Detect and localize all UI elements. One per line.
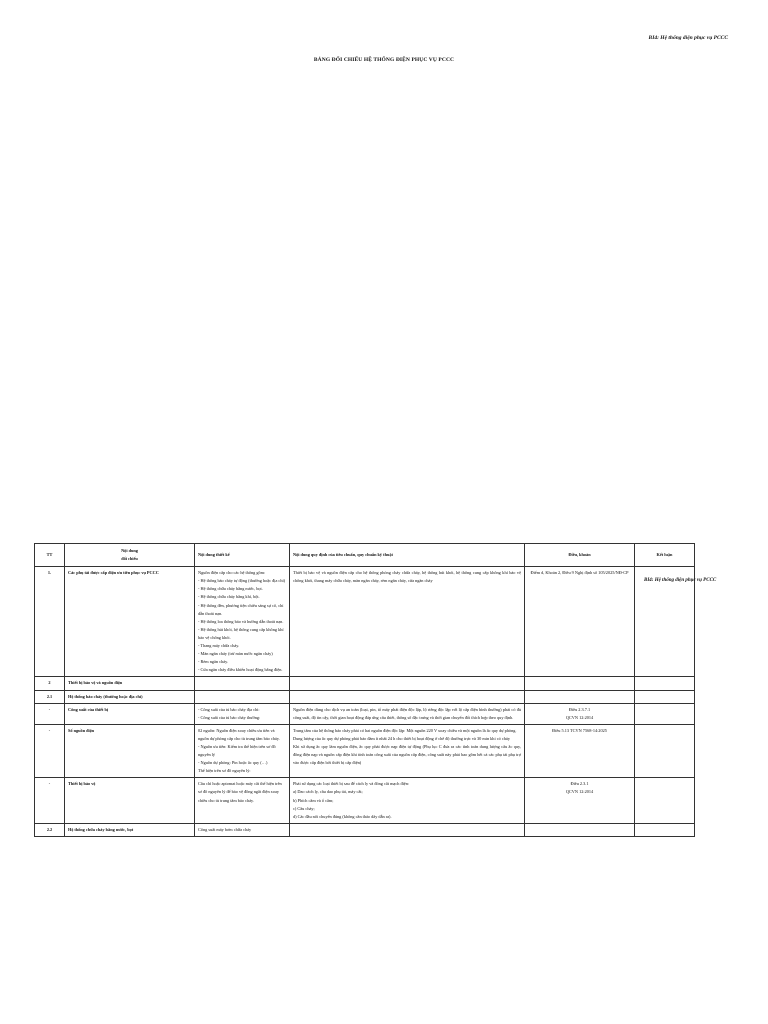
side-note: BI4: Hệ thống điện phục vụ PCCC [644, 578, 717, 583]
cell-content: Các phụ tải được cấp điện ưu tiên phục vụ PCCC [65, 567, 195, 677]
cell-clause [525, 778, 635, 823]
cell-conclusion [635, 703, 695, 724]
cell-regulation-line: Nguồn điện dùng cho dịch vụ an toàn (loại, pin, tổ máy phát điện độc lập, lộ riêng độc lập với lộ cấp điện bình thường) phải có đủ công suất, độ tin cậy, thời gian hoạt động đáp ứng cấu thiết, thông số đặc trưng và thời gian chuyển đổi thích hợp theo quy định. [293, 706, 521, 720]
cell-regulation-line: Phải sử dụng các loại thiết bị sau để cách ly và đóng cắt mạch điện: [293, 781, 410, 787]
cell-regulation-line: Thiết bị bảo vệ và nguồn điện cấp cho hệ thống phòng cháy chữa cháy, hệ thống hút khói, hệ thống cung cấp không khí bảo vệ chống khói, thang máy chữa cháy, màn ngăn cháy, rèm ngăn cháy, cửa ngăn cháy [293, 570, 521, 584]
cell-design-line: - Hệ thống hút khói, hệ thống cung cấp không khí bảo vệ chống khói. [198, 626, 284, 640]
comparison-table [34, 543, 695, 837]
cell-conclusion [635, 567, 695, 677]
cell-content: Thiết bị bảo vệ và nguồn điện [65, 677, 195, 690]
cell-clause [525, 567, 635, 677]
cell-design-line: - Rèm ngăn cháy. [198, 659, 229, 665]
cell-content: Hệ thống báo cháy (thường hoặc địa chỉ) [65, 690, 195, 703]
cell-clause [525, 724, 635, 778]
cell-regulation [290, 690, 525, 703]
cell-tt: - [35, 703, 65, 724]
document-title: BẢNG ĐỐI CHIẾU HỆ THỐNG ĐIỆN PHỤC VỤ PCCC [313, 57, 455, 63]
cell-design-line: - Hệ thống báo cháy tự động (thường hoặc địa chỉ) [198, 578, 286, 584]
cell-clause-line: QCVN 12:2014 [565, 789, 594, 795]
cell-regulation [290, 703, 525, 724]
cell-conclusion [635, 724, 695, 778]
cell-design [195, 703, 290, 724]
comparison-table-wrapper [34, 543, 694, 837]
cell-regulation-line: b) Phích cắm và ổ cắm; [293, 797, 334, 803]
cell-design-line: - Công suất của tủ báo cháy thường: [198, 714, 261, 720]
cell-conclusion [635, 823, 695, 836]
cell-tt: 2.2 [35, 823, 65, 836]
table-row [35, 690, 695, 703]
cell-content: Công suất của thiết bị [65, 703, 195, 724]
col-header-design: Nội dung thiết kế [195, 544, 290, 567]
cell-regulation [290, 567, 525, 677]
cell-design-line: - Nguồn dự phòng: Pin hoặc ắc quy (…) [198, 760, 268, 766]
cell-clause [525, 703, 635, 724]
cell-regulation [290, 724, 525, 778]
cell-design-line: - Công suất của tủ báo cháy địa chỉ: [198, 706, 260, 712]
cell-design-line: Cầu chì hoặc aptomat hoặc máy cắt thể hiện trên sơ đồ nguyên lý để bảo vệ đồng ngắt điện xoay chiều cho tủ trung tâm báo cháy. [198, 781, 282, 803]
cell-conclusion [635, 677, 695, 690]
col-header-regulation: Nội dung quy định của tiêu chuẩn, quy chuẩn kỹ thuật [290, 544, 525, 567]
cell-regulation-line: Trung tâm của hệ thống báo cháy phải có hai nguồn điện độc lập: Một nguồn 220 V xoay chiều và một nguồn là ắc quy dự phòng. [293, 727, 517, 733]
cell-clause-line: Điều 5.13 TCVN 7568-14:2025 [552, 727, 607, 733]
cell-design-line: - Màn ngăn cháy (trừ màn nước ngăn cháy) [198, 651, 273, 657]
table-row [35, 567, 695, 677]
cell-content: Hệ thống chữa cháy bằng nước, bọt [65, 823, 195, 836]
running-header: BI4: Hệ thống điện phục vụ PCCC [648, 35, 728, 41]
cell-design-line: Nguồn điện cấp cho các hệ thống gồm: [198, 570, 266, 576]
cell-regulation-line: a) Dao cách ly, cầu dao phụ tải, máy cắt; [293, 789, 363, 795]
cell-design-line: - Thang máy chữa cháy. [198, 643, 240, 649]
table-row [35, 823, 695, 836]
cell-regulation [290, 823, 525, 836]
table-body [35, 567, 695, 837]
cell-design-line: - Hệ thống chữa cháy bằng khí, bột. [198, 594, 260, 600]
cell-tt: - [35, 724, 65, 778]
table-row [35, 677, 695, 690]
cell-tt: 2.1 [35, 690, 65, 703]
cell-tt: - [35, 778, 65, 823]
cell-clause-line: Điểm d, Khoản 2, Điều 9 Nghị định số 105/2025/NĐ-CP [530, 570, 629, 576]
cell-tt: 1. [35, 567, 65, 677]
cell-clause [525, 690, 635, 703]
cell-design [195, 724, 290, 778]
table-row [35, 724, 695, 778]
col-header-content [65, 544, 195, 567]
cell-regulation [290, 778, 525, 823]
cell-content: Số nguồn điện [65, 724, 195, 778]
col-header-conclusion: Kết luận [635, 544, 695, 567]
cell-design [195, 823, 290, 836]
cell-design-line: Công suất máy bơm chữa cháy [198, 826, 252, 832]
cell-regulation [290, 677, 525, 690]
cell-regulation-line: c) Cầu chảy; [293, 805, 315, 811]
col-header-content-line2: đối chiếu [121, 556, 138, 562]
col-header-content-line1: Nội dung [121, 548, 138, 553]
cell-clause [525, 823, 635, 836]
cell-clause-line: QCVN 12:2014 [565, 714, 594, 720]
col-header-tt: TT [35, 544, 65, 567]
cell-clause-line: Điều 2.3.7.1 [568, 706, 591, 712]
cell-design-line: - Hệ thống chữa cháy bằng nước, bọt. [198, 586, 263, 592]
cell-design-line: Thể hiện trên sơ đồ nguyên lý: [198, 768, 251, 774]
col-header-clause: Điều, khoản [525, 544, 635, 567]
table-row [35, 778, 695, 823]
cell-regulation-line: Dung lượng của ắc quy dự phòng phải bảo đảm ít nhất 24 h cho thiết bị hoạt động ở chế độ thường trực và 30 min khi có cháy [293, 735, 510, 741]
cell-content: Thiết bị bảo vệ [65, 778, 195, 823]
cell-design [195, 677, 290, 690]
cell-design [195, 690, 290, 703]
cell-design-line: - Nguồn ưu tiên: Kiểm tra thể hiện trên sơ đồ nguyên lý [198, 743, 276, 758]
cell-clause [525, 677, 635, 690]
cell-tt: 2 [35, 677, 65, 690]
cell-conclusion [635, 690, 695, 703]
cell-conclusion [635, 778, 695, 823]
table-row [35, 703, 695, 724]
cell-design-line: - Hệ thống loa thông báo và hướng dẫn thoát nạn. [198, 618, 284, 624]
cell-design [195, 567, 290, 677]
cell-design-line: - Hệ thống đèn, phương tiện chiếu sáng sự cố, chỉ dẫn thoát nạn. [198, 602, 284, 616]
cell-design-line: 02 nguồn: Nguồn điện xoay chiều ưu tiên và nguồn dự phòng cấp cho tủ trung tâm báo cháy. [198, 727, 280, 741]
cell-design [195, 778, 290, 823]
cell-design-line: - Cửa ngăn cháy điều khiển hoạt động bằng điện. [198, 667, 283, 673]
cell-clause-line: Điều 2.3.1 [570, 781, 589, 787]
cell-regulation-line: Khi sử dụng ắc quy làm nguồn điện, ắc quy phải được nạp điện tự động (Phụ lục C đưa ra các tình toán dung lượng cấu ắc quy, đồng điện nạp và nguồn cấp điện khi tính toán công suất của nguồn cấp điện, công suất này phải bao gồm hết cả các phụ tải phụ trợ vào được cấp điện bởi thiết bị cấp điện) [293, 743, 521, 766]
table-header-row [35, 544, 695, 567]
cell-regulation-line: d) Các đầu nối chuyển đúng (không cần tháo dây dẫn ra). [293, 813, 392, 819]
